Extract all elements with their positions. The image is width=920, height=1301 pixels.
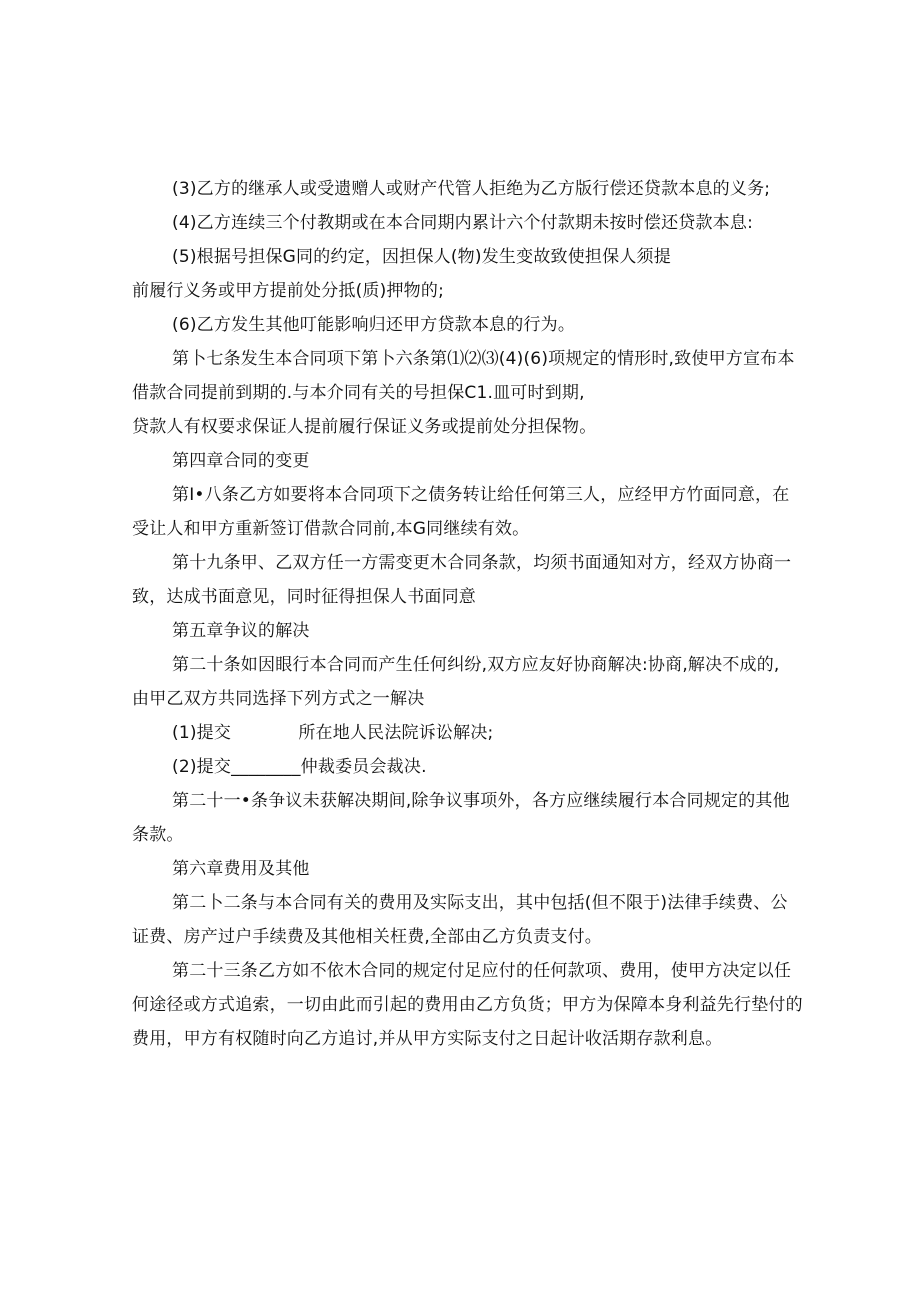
clause-17-line-1: 第卜七条发生本合同项下第卜六条第⑴⑵⑶(4)(6)项规定的情形时,致使甲方宣布本 (172, 349, 795, 369)
clause-23-line-1: 第二十三条乙方如不依木合同的规定付足应付的任何款项、费用，使甲方决定以任 (172, 961, 792, 981)
clause-23-line-3: 费用，甲方有权随时向乙方追讨,并从甲方实际支付之日起计收活期存款利息。 (132, 1029, 723, 1049)
clause-21-line-1: 第二十一•条争议未获解决期间,除争议事项外，各方应继续履行本合同规定的其他 (172, 791, 790, 811)
clause-17-line-3: 贷款人有权要求保证人提前履行保证义务或提前处分担保物。 (132, 417, 597, 437)
clause-20-option-1: (1)提交 所在地人民法院诉讼解决; (172, 723, 494, 743)
clause-20-line-1: 第二十条如因眼行本合同而产生任何纠纷,双方应友好协商解决:协商,解决不成的, (172, 655, 780, 675)
chapter-6-heading: 第六章费用及其他 (172, 859, 310, 879)
clause-16-item-5-line-1: (5)根据号担保G同的约定，因担保人(物)发生变故致使担保人须提 (172, 247, 671, 267)
clause-16-item-3: (3)乙方的继承人或受遗赠人或财产代管人拒绝为乙方版行偿还贷款本息的义务; (172, 179, 771, 199)
clause-16-item-6: (6)乙方发生其他叮能影响归还甲方贷款本息的行为。 (172, 315, 576, 335)
clause-22-line-2: 证费、房产过户手续费及其他相关枉费,全部由乙方负责支付。 (132, 927, 603, 947)
clause-17-line-2: 借款合同提前到期的.与本介同有关的号担保C1.皿可时到期, (132, 383, 585, 403)
clause-16-item-4: (4)乙方连续三个付教期或在本合同期内累计六个付款期未按时偿还贷款本息: (172, 213, 754, 233)
clause-18-line-1: 第I•八条乙方如要将本合同项下之债务转让给任何第三人，应经甲方竹面同意，在 (172, 485, 790, 505)
clause-21-line-2: 条款。 (132, 825, 184, 845)
clause-20-line-2: 由甲乙双方共同选择下列方式之一解决 (132, 689, 425, 709)
clause-23-line-2: 何途径或方式追索，一切由此而引起的费用由乙方负货；甲方为保障本身利益先行垫付的 (132, 995, 803, 1015)
clause-18-line-2: 受让人和甲方重新签订借款合同前,本G同继续有效。 (132, 519, 530, 539)
clause-19-line-1: 第十九条甲、乙双方任一方需变更木合同条款，均须书面通知对方，经双方协商一 (172, 553, 792, 573)
document-body (132, 172, 803, 1056)
clause-19-line-2: 致，达成书面意见，同时征得担保人书面同意 (132, 587, 476, 607)
chapter-4-heading: 第四章合同的变更 (172, 451, 310, 471)
clause-16-item-5-line-2: 前履行义务或甲方提前处分抵(质)押物的; (132, 281, 444, 301)
clause-22-line-1: 第二卜二条与本合同有关的费用及实际支出，其中包括(但不限于)法律手续费、公 (172, 893, 788, 913)
clause-20-option-2: (2)提交________仲裁委员会裁决. (172, 757, 427, 777)
chapter-5-heading: 第五章争议的解决 (172, 621, 310, 641)
